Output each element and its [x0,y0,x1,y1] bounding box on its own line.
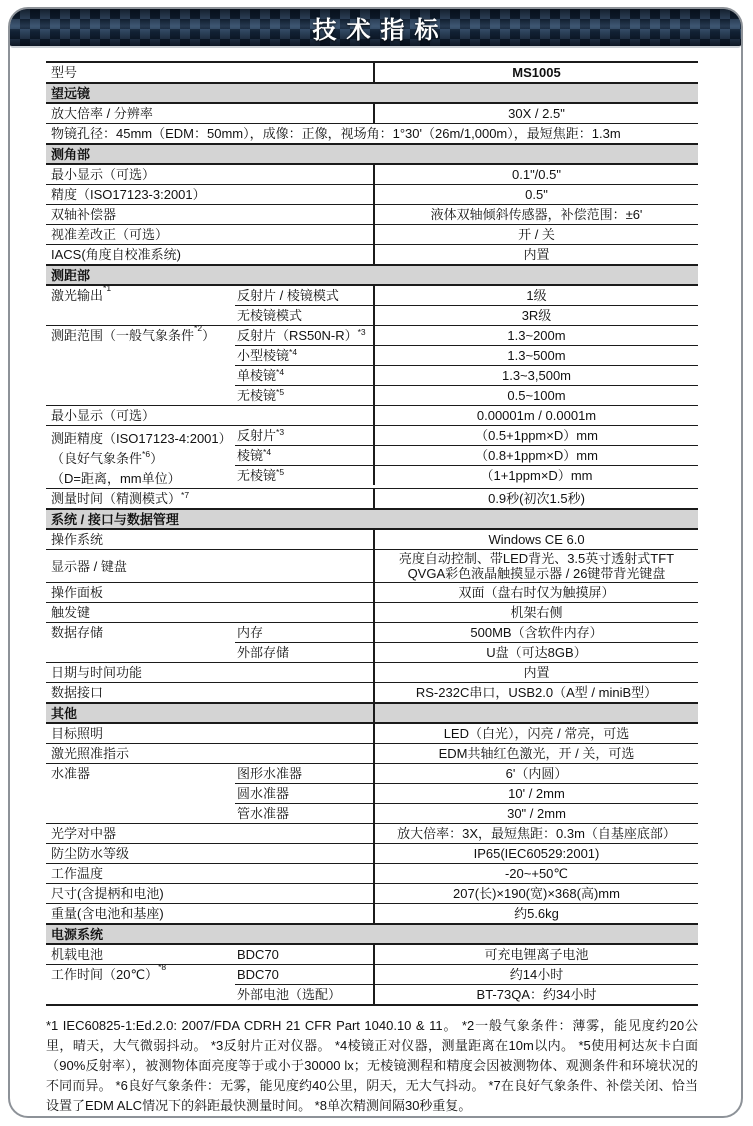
spec-row [46,823,698,843]
spec-value: EDM共轴红色激光，开 / 关，可选 [373,744,698,763]
spec-row-group [46,763,698,823]
spec-row [46,204,698,224]
spec-value: 0.9秒(初次1.5秒) [373,489,698,508]
spec-value: 放大倍率：3X，最短焦距：0.3m（自基座底部） [373,824,698,843]
spec-value: 1.3~500m [373,346,698,365]
spec-value: 3R级 [373,306,698,325]
spec-label: 操作系统 [51,532,104,547]
title-band [10,9,741,48]
spec-row [46,405,698,425]
section-header-label: 测角部 [51,146,91,162]
spec-sub-label: 外部存储 [237,645,290,660]
section-header-label: 测距部 [51,267,91,283]
spec-label: 最小显示（可选） [51,408,156,423]
spec-subrows [235,623,698,662]
spec-subrows [235,326,698,405]
footnotes: *1 IEC60825-1:Ed.2.0: 2007/FDA CDRH 21 CFR Part 1040.10 & 11。 *2一般气象条件：薄雾，能见度约20公里，晴天，大气微弱抖动。 *3反射片正对仪器。 *4棱镜正对仪器，测量距离在10m以内。 *5使用柯达灰卡白面（90%反射率），被测物体面亮度等于或小于30000 lx；无棱镜测程和精度会因被测物体、观测条件和环境状况的不同而异。 *6良好气象条件：无雾，能见度约40公里，阴天，无大气抖动。 *7在良好气象条件、补偿关闭、恰当设置了EDM ALC情况下的斜距最快测量时间。 *8单次精测间隔30秒重复。 [46,1018,698,1113]
spec-sub-label: 棱镜 $^{*4}$ [237,446,272,463]
spec-subrow [235,803,698,823]
spec-label: 测距范围（一般气象条件$^{*2}$） [51,322,216,343]
spec-value: 可充电锂离子电池 [373,945,698,964]
spec-value: 约5.6kg [373,904,698,923]
spec-label: 激光照准指示 [51,746,130,761]
spec-subrow [235,426,698,445]
spec-sheet-page [8,7,743,1118]
spec-subrows [235,945,698,964]
spec-label: 视准差改正（可选） [51,227,169,242]
spec-label: 数据存储 [51,625,104,640]
spec-row [46,582,698,602]
spec-row [46,549,698,582]
spec-label-line: 测距精度（ISO17123-4:2001） [51,430,232,446]
section-header [46,923,698,945]
section-header [46,82,698,104]
spec-value: MS1005 [373,63,698,82]
spec-subrows [235,426,698,488]
spec-subrow [235,345,698,365]
spec-value: 30X / 2.5" [373,104,698,123]
spec-row-group [46,322,698,405]
spec-subrow [235,305,698,325]
spec-subrow [235,984,698,1004]
spec-label: 水准器 [51,766,91,781]
spec-subrow [235,642,698,662]
spec-subrow [235,385,698,405]
spec-sub-label: 圆水准器 [237,786,290,801]
spec-value: -20~+50℃ [373,864,698,883]
spec-value: 内置 [373,245,698,264]
spec-value: 机架右侧 [373,603,698,622]
spec-label [46,426,235,488]
footnote-marker: *2 [194,322,203,333]
spec-value: 亮度自动控制、带LED背光、3.5英寸透射式TFT QVGA彩色液晶触摸显示器 / 26键带背光键盘 [373,550,698,582]
spec-sub-label: 无棱镜 $^{*5}$ [237,386,285,403]
spec-row [46,903,698,923]
spec-value: 液体双轴倾斜传感器，补偿范围：±6' [373,205,698,224]
spec-row [46,863,698,883]
spec-value: Windows CE 6.0 [373,530,698,549]
page-title: 技术指标 [312,17,449,44]
spec-subrow [235,365,698,385]
spec-label: 精度（ISO17123-3:2001） [51,187,206,202]
spec-value: 内置 [373,663,698,682]
spec-sub-label: 无棱镜模式 [237,308,303,323]
spec-label: 机载电池 [51,947,104,962]
spec-sub-label: 单棱镜 $^{*4}$ [237,366,285,383]
spec-sub-label: 图形水准器 [237,766,303,781]
spec-row [46,224,698,244]
spec-row-group [46,282,698,325]
spec-label: 操作面板 [51,585,104,600]
spec-sub-label: 无棱镜 $^{*5}$ [237,466,285,483]
spec-label: 光学对中器 [51,826,117,841]
section-header-spacer [373,704,698,722]
spec-value: U盘（可达8GB） [373,643,698,662]
spec-value: 0.00001m / 0.0001m [373,406,698,425]
spec-label: 放大倍率 / 分辨率 [51,106,153,121]
spec-row-group [46,961,698,1004]
section-header [46,264,698,286]
footnote-marker: *1 [103,282,112,293]
spec-row [46,883,698,903]
spec-row-group [46,425,698,488]
section-header [46,508,698,530]
spec-row [46,244,698,264]
section-header-label: 望远镜 [51,85,91,101]
spec-row [46,743,698,763]
spec-label-line: （良好气象条件 $^{*6}$ ） [51,449,164,466]
spec-sub-label: 内存 [237,625,264,640]
spec-row [46,104,698,123]
spec-subrow [235,623,698,642]
spec-value: BT-73QA：约34小时 [373,985,698,1004]
spec-value: 500MB（含软件内存） [373,623,698,642]
spec-value: （0.5+1ppm×D）mm [373,426,698,445]
spec-table [46,61,698,1006]
section-header-label: 系统 / 接口与数据管理 [51,511,179,527]
spec-row [46,662,698,682]
spec-label: 双轴补偿器 [51,207,117,222]
spec-value: 双面（盘右时仅为触摸屏） [373,583,698,602]
spec-label: 最小显示（可选） [51,167,156,182]
section-header-label: 其他 [51,705,78,721]
spec-sub-label: 反射片（RS50N-R） $^{*3}$ [237,326,366,343]
spec-value: 6'（内圆） [373,764,698,783]
spec-subrow [235,445,698,465]
section-header-label: 电源系统 [51,926,104,942]
spec-sub-label: 管水准器 [237,806,290,821]
spec-sub-label: 小型棱镜 $^{*4}$ [237,346,298,363]
spec-value: 207(长)×190(宽)×368(高)mm [373,884,698,903]
spec-value: 0.5~100m [373,386,698,405]
spec-row [46,61,698,82]
spec-subrow [235,286,698,305]
spec-value: RS-232C串口，USB2.0（A型 / miniB型） [373,683,698,702]
spec-subrow [235,783,698,803]
footnote-marker: *8 [158,961,167,972]
spec-value: 1.3~3,500m [373,366,698,385]
spec-row [46,488,698,508]
spec-value: （1+1ppm×D）mm [373,466,698,485]
spec-subrow [235,326,698,345]
spec-label: 触发键 [51,605,91,620]
spec-row [46,530,698,549]
spec-row [46,843,698,863]
section-header [46,702,698,724]
spec-label: 型号 [51,65,78,80]
spec-label: IACS(角度自校准系统) [51,247,182,262]
spec-label: 尺寸(含提柄和电池) [51,886,164,901]
spec-row-fullwidth: 物镜孔径：45mm（EDM：50mm），成像：正像，视场角：1°30'（26m/1,000m），最短焦距：1.3m [46,123,698,143]
spec-subrows [235,965,698,1004]
spec-label-line: （D=距离，mm单位） [51,470,181,486]
section-header [46,143,698,165]
spec-label: 防尘防水等级 [51,846,130,861]
spec-row [46,724,698,743]
spec-label: 目标照明 [51,726,104,741]
spec-sub-label: 反射片 $^{*3}$ [237,426,285,443]
spec-sub-label: 反射片 / 棱镜模式 [237,288,339,303]
spec-value: 0.1"/0.5" [373,165,698,184]
spec-sub-label: 外部电池（选配） [237,987,342,1002]
spec-row [46,682,698,702]
spec-value: 约14小时 [373,965,698,984]
spec-subrow [235,965,698,984]
spec-row [46,602,698,622]
spec-value: IP65(IEC60529:2001) [373,844,698,863]
spec-label: 工作温度 [51,866,104,881]
spec-value: 30" / 2mm [373,804,698,823]
spec-subrow [235,764,698,783]
spec-label: 工作时间（20℃）$^{*8}$ [51,961,167,982]
spec-value: （0.8+1ppm×D）mm [373,446,698,465]
spec-row-group [46,622,698,662]
spec-subrows [235,286,698,325]
spec-label: 测量时间（精测模式） $^{*7}$ [51,489,190,506]
spec-value: 1.3~200m [373,326,698,345]
spec-value: 1级 [373,286,698,305]
spec-value: 开 / 关 [373,225,698,244]
spec-value: 10' / 2mm [373,784,698,803]
spec-label: 重量(含电池和基座) [51,906,164,921]
spec-label: 显示器 / 键盘 [51,558,127,574]
spec-label: 激光输出$^{*1}$ [51,282,112,303]
spec-subrow [235,465,698,485]
spec-value: LED（白光），闪亮 / 常亮，可选 [373,724,698,743]
spec-subrows [235,764,698,823]
spec-row [46,184,698,204]
spec-label: 数据接口 [51,685,104,700]
spec-label: 日期与时间功能 [51,665,143,680]
spec-sub-label: BDC70 [237,947,279,962]
spec-row [46,165,698,184]
spec-value: 0.5" [373,185,698,204]
spec-row-group [46,945,698,964]
spec-subrow [235,945,698,964]
spec-sub-label: BDC70 [237,967,279,982]
